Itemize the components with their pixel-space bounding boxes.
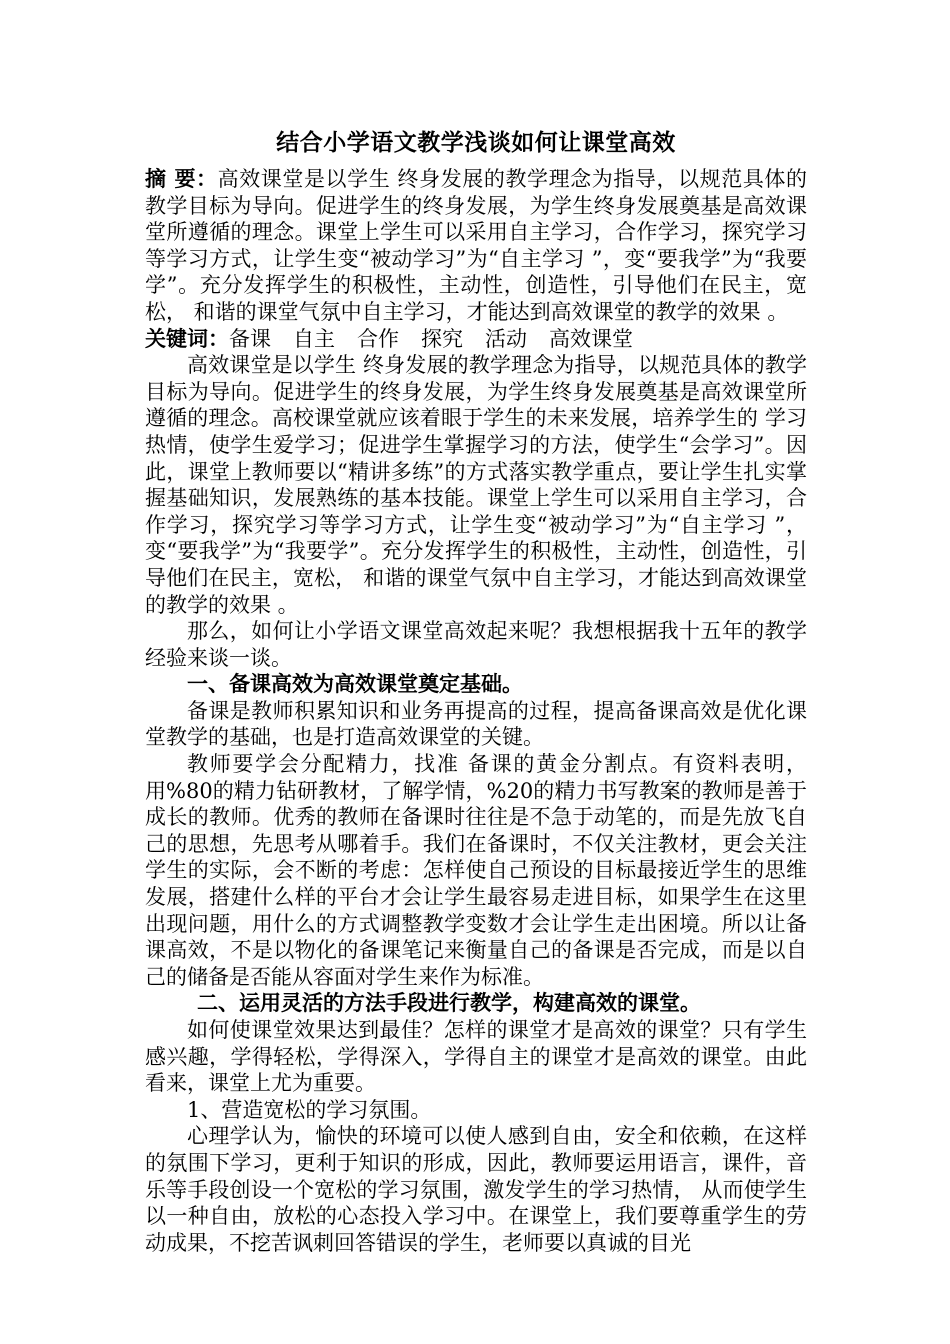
section-heading: 一、备课高效为高效课堂奠定基础。 [187,671,523,697]
body-paragraph: 高效课堂是以学生 终身发展的教学理念为指导，以规范具体的教学目标为导向。促进学生的终身发展，为学生终身发展奠基是高效课堂所遵循的理念。高校课堂就应该着眼于学生的未来发展，培养学生的 学习热情，使学生爱学习；促进学生掌握学习的方法，使学生“会学习”。因此，课堂上教师要以“精讲多练”的方式落实教学重点，要让学生扎实掌握基础知识，发展熟练的基本技能。课堂上学生可以采用自主学习，合作学习，探究学习等学习方式，让学生变“被动学习”为“自主学习 ”，变“要我学”为“我要学”。充分发挥学生的积极性，主动性，创造性，引导他们在民主，宽松， 和谐的课堂气氛中自主学习，才能达到高效课堂的教学的效果 。 [145,353,807,617]
keyword-item: 备课 [229,326,271,351]
keywords-label: 关键词： [145,325,229,351]
keyword-item: 合作 [357,326,399,351]
body-paragraph: 备课是教师积累知识和业务再提高的过程，提高备课高效是优化课堂教学的基础，也是打造高效课堂的关键。 [145,698,807,750]
abstract-paragraph [145,166,807,326]
body-paragraph: 那么，如何让小学语文课堂高效起来呢？我想根据我十五年的教学经验来谈一谈。 [145,619,807,670]
body-paragraph: 心理学认为，愉快的环境可以使人感到自由，安全和依赖，在这样的氛围下学习，更利于知识的形成，因此，教师要运用语言，课件，音乐等手段创设一个宽松的学习氛围，激发学生的学习热情， 从而使学生以一种自由，放松的心态投入学习中。在课堂上，我们要尊重学生的劳动成果，不挖苦讽刺回答错误的学生，老师要以真诚的目光 [145,1124,807,1255]
abstract-label: 摘 要： [145,166,218,191]
body-paragraph: 教师要学会分配精力，找准 备课的黄金分割点。有资料表明，用%80的精力钻研教材，了解学情，%20的精力书写教案的教师是善于成长的教师。优秀的教师在备课时往往是不急于动笔的，而是先放飞自己的思想，先思考从哪着手。我们在备课时，不仅关注教材，更会关注学生的实际，会不断的考虑：怎样使自己预设的目标最接近学生的思维发展，搭建什么样的平台才会让学生最容易走进目标，如果学生在这里出现问题，用什么的方式调整教学变数才会让学生走出困境。所以让备课高效，不是以物化的备课笔记来衡量自己的备课是否完成，而是以自己的储备是否能从容面对学生来作为标准。 [145,752,807,989]
keyword-item: 活动 [485,326,527,351]
keyword-item: 高效课堂 [549,326,633,351]
body-paragraph: 如何使课堂效果达到最佳？怎样的课堂才是高效的课堂？只有学生感兴趣，学得轻松，学得深入，学得自主的课堂才是高效的课堂。由此看来，课堂上尤为重要。 [145,1018,807,1096]
subsection-heading: 1、营造宽松的学习氛围。 [187,1097,432,1122]
section-heading: 二、运用灵活的方法手段进行教学，构建高效的课堂。 [197,990,701,1016]
document-page [145,128,807,1256]
document-title: 结合小学语文教学浅谈如何让课堂高效 [276,129,676,156]
abstract-text: 高效课堂是以学生 终身发展的教学理念为指导，以规范具体的教学目标为导向。促进学生的终身发展，为学生终身发展奠基是高效课堂所遵循的理念。课堂上学生可以采用自主学习，合作学习，探究学习等学习方式，让学生变“被动学习”为“自主学习 ”，变“要我学”为“我要学”。充分发挥学生的积极性，主动性，创造性，引导他们在民主，宽松， 和谐的课堂气氛中自主学习，才能达到高效课堂的教学的效果 。 [145,167,807,324]
keyword-item: 探究 [421,326,463,351]
keyword-item: 自主 [293,326,335,351]
keywords-line [145,326,807,353]
